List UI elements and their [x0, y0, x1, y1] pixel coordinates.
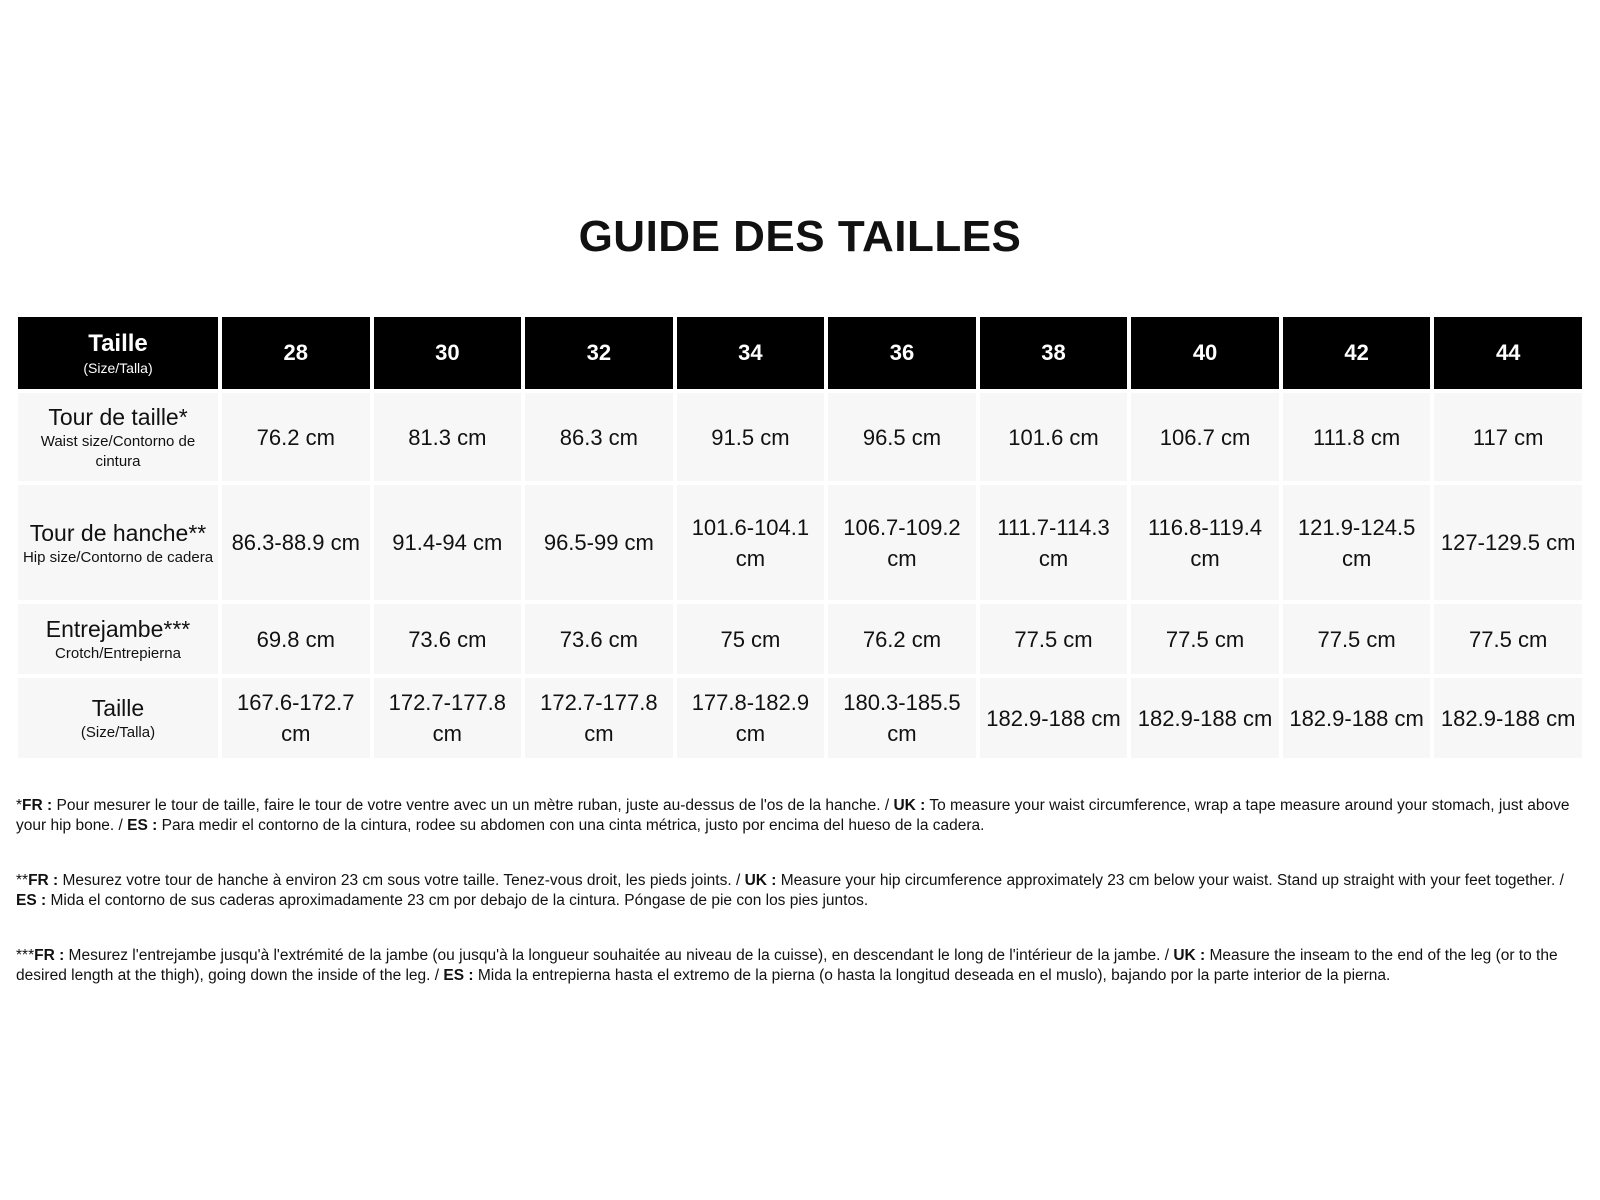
table-cell: 117 cm [1434, 393, 1582, 481]
table-cell: 96.5-99 cm [525, 485, 673, 600]
header-size-30: 30 [374, 317, 522, 389]
table-cell: 172.7-177.8 cm [525, 678, 673, 758]
footnote-uk-tag: UK : [1173, 947, 1206, 964]
table-cell: 106.7 cm [1131, 393, 1279, 481]
footnote-fr-tag: FR : [28, 872, 59, 889]
table-cell: 86.3-88.9 cm [222, 485, 370, 600]
table-cell: 101.6 cm [980, 393, 1128, 481]
row-label-main: Tour de taille* [48, 404, 188, 430]
table-cell: 91.5 cm [677, 393, 825, 481]
footnote-uk-tag: UK : [893, 797, 926, 814]
table-cell: 182.9-188 cm [1283, 678, 1431, 758]
footnote-uk-tag: UK : [744, 872, 777, 889]
header-size-40: 40 [1131, 317, 1279, 389]
header-sublabel: (Size/Talla) [83, 360, 153, 376]
table-cell: 177.8-182.9 cm [677, 678, 825, 758]
row-label-sub: Crotch/Entrepierna [55, 645, 181, 662]
table-cell: 86.3 cm [525, 393, 673, 481]
row-label-hip [18, 485, 218, 600]
table-cell: 127-129.5 cm [1434, 485, 1582, 600]
table-cell: 182.9-188 cm [980, 678, 1128, 758]
footnote-uk-text: Measure your hip circumference approximately 23 cm below your waist. Stand up straight with your feet together. / [776, 872, 1564, 889]
footnote-fr-text: Pour mesurer le tour de taille, faire le tour de votre ventre avec un un mètre ruban, juste au-dessus de l'os de la hanche. / [52, 797, 894, 814]
footnote-marker: ** [16, 872, 29, 889]
page-title: GUIDE DES TAILLES [578, 212, 1022, 261]
table-cell: 182.9-188 cm [1131, 678, 1279, 758]
table-cell: 76.2 cm [222, 393, 370, 481]
header-size-32: 32 [525, 317, 673, 389]
table-cell: 81.3 cm [374, 393, 522, 481]
footnote-es-text: Mida el contorno de sus caderas aproximadamente 23 cm por debajo de la cintura. Póngase de pie con los pies juntos. [46, 892, 869, 909]
table-cell: 182.9-188 cm [1434, 678, 1582, 758]
table-cell: 73.6 cm [374, 604, 522, 674]
table-cell: 172.7-177.8 cm [374, 678, 522, 758]
table-cell: 121.9-124.5 cm [1283, 485, 1431, 600]
table-cell: 76.2 cm [828, 604, 976, 674]
row-label-crotch [18, 604, 218, 674]
header-size-42: 42 [1283, 317, 1431, 389]
footnote-crotch [16, 946, 1586, 986]
header-size-44: 44 [1434, 317, 1582, 389]
table-cell: 77.5 cm [980, 604, 1128, 674]
table-row-height [18, 678, 1582, 758]
table-cell: 75 cm [677, 604, 825, 674]
size-table [14, 313, 1586, 762]
header-size-36: 36 [828, 317, 976, 389]
header-label-cell [18, 317, 218, 389]
table-cell: 73.6 cm [525, 604, 673, 674]
footnote-es-text: Para medir el contorno de la cintura, rodee su abdomen con una cinta métrica, justo por encima del hueso de la cadera. [157, 817, 985, 834]
row-label-sub: (Size/Talla) [80, 724, 156, 741]
header-size-28: 28 [222, 317, 370, 389]
row-label-sub: Hip size/Contorno de cadera [22, 548, 214, 566]
footnote-uk-text: Measure the inseam to the end of the leg (or to the desired length at the thigh), going down the inside of the leg. / [16, 947, 1558, 984]
row-label-waist [18, 393, 218, 481]
table-cell: 116.8-119.4 cm [1131, 485, 1279, 600]
footnote-fr-text: Mesurez l'entrejambe jusqu'à l'extrémité de la jambe (ou jusqu'à la longueur souhaitée au niveau de la cuisse), en descendant le long de l'intérieur de la jambe. / [64, 947, 1174, 964]
table-cell: 77.5 cm [1434, 604, 1582, 674]
footnote-hip [16, 871, 1586, 911]
row-label-main: Taille [91, 695, 145, 721]
table-cell: 69.8 cm [222, 604, 370, 674]
table-cell: 91.4-94 cm [374, 485, 522, 600]
footnote-uk-text: To measure your waist circumference, wrap a tape measure around your stomach, just above your hip bone. / [16, 797, 1570, 834]
table-row-crotch [18, 604, 1582, 674]
header-label: Taille [88, 330, 148, 357]
table-row-hip [18, 485, 1582, 600]
table-cell: 167.6-172.7 cm [222, 678, 370, 758]
footnote-waist [16, 796, 1586, 836]
row-label-main: Tour de hanche** [29, 519, 207, 546]
table-cell: 77.5 cm [1283, 604, 1431, 674]
table-cell: 111.8 cm [1283, 393, 1431, 481]
footnote-marker: * [16, 797, 23, 814]
footnote-fr-text: Mesurez votre tour de hanche à environ 23 cm sous votre taille. Tenez-vous droit, les pieds joints. / [58, 872, 745, 889]
row-label-height [18, 678, 218, 758]
table-cell: 96.5 cm [828, 393, 976, 481]
footnote-fr-tag: FR : [22, 797, 53, 814]
footnote-es-text: Mida la entrepierna hasta el extremo de la pierna (o hasta la longitud deseada en el muslo), bajando por la parte interior de la pierna. [473, 967, 1391, 984]
table-header-row [18, 317, 1582, 389]
table-cell: 111.7-114.3 cm [980, 485, 1128, 600]
table-cell: 77.5 cm [1131, 604, 1279, 674]
table-row-waist [18, 393, 1582, 481]
footnote-es-tag: ES : [127, 817, 158, 834]
header-size-38: 38 [980, 317, 1128, 389]
footnotes [16, 796, 1586, 1021]
footnote-fr-tag: FR : [34, 947, 65, 964]
table-cell: 180.3-185.5 cm [828, 678, 976, 758]
row-label-main: Entrejambe*** [45, 616, 191, 642]
footnote-es-tag: ES : [16, 892, 47, 909]
footnote-marker: *** [16, 947, 35, 964]
header-size-34: 34 [677, 317, 825, 389]
footnote-es-tag: ES : [443, 967, 474, 984]
table-cell: 106.7-109.2 cm [828, 485, 976, 600]
table-cell: 101.6-104.1 cm [677, 485, 825, 600]
row-label-sub: Waist size/Contorno de cintura [40, 433, 196, 470]
